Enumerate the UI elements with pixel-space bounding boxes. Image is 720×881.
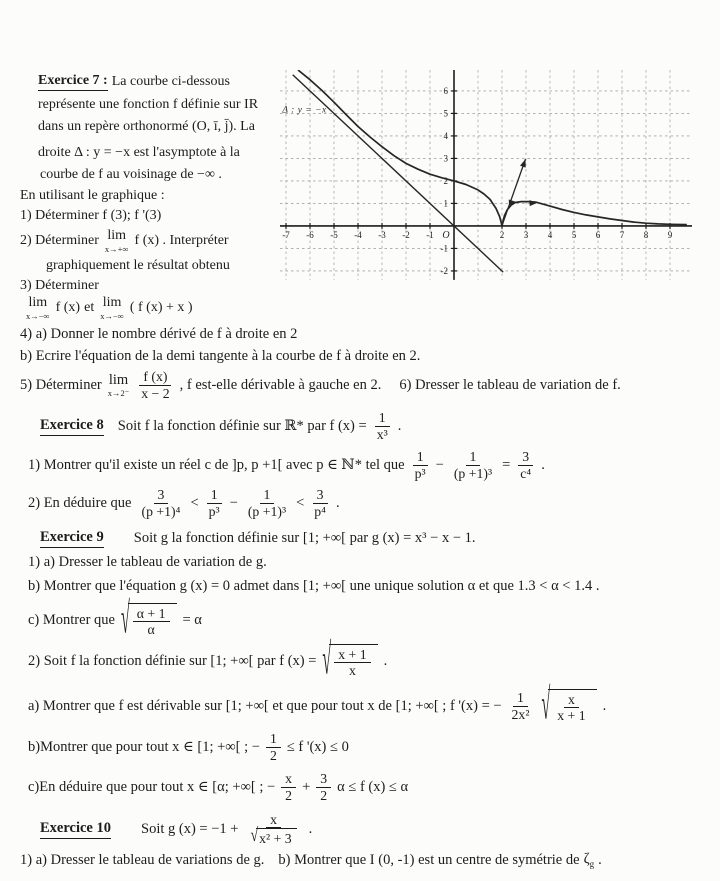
frac-den: x³ xyxy=(376,426,388,442)
frac-num: x + 1 xyxy=(334,647,370,663)
x-tick-label: 4 xyxy=(547,229,553,240)
text: . xyxy=(598,851,602,868)
lim-subscript: x→−∞ xyxy=(100,310,124,321)
text: , f est-elle dérivable à gauche en 2. xyxy=(179,376,382,393)
lim-word: lim xyxy=(102,294,122,310)
frac-num: 3 xyxy=(154,487,169,503)
ex7-line-5 xyxy=(40,165,222,185)
zeta-subscript: g xyxy=(589,858,595,869)
ex9-heading: Exercice 9 xyxy=(40,529,104,548)
frac-num: 1 xyxy=(413,449,428,465)
text: 1) a) Dresser le tableau de variations de g. xyxy=(20,851,265,868)
delta-asymptote-line xyxy=(293,75,504,272)
ex7-title-line xyxy=(38,72,230,92)
half-tangent-arrowhead xyxy=(520,158,528,168)
frac-den: 2 xyxy=(320,787,328,803)
operator: − xyxy=(435,456,444,473)
operator: − xyxy=(229,494,238,511)
text: b) Ecrire l'équation de la demi tangente à la courbe de f à droite en 2. xyxy=(20,347,421,364)
frac-den: p³ xyxy=(414,465,426,481)
y-tick-label: 6 xyxy=(443,85,448,96)
radicand xyxy=(329,644,377,679)
ex7-heading: Exercice 7 : xyxy=(38,73,108,91)
radicand: x² + 3 xyxy=(256,828,297,846)
lim-word: lim xyxy=(107,227,127,243)
text: 2) Déterminer xyxy=(20,233,99,248)
text: . xyxy=(308,820,313,837)
frac-den: x xyxy=(348,663,356,678)
text: 1) a) Dresser le tableau de variation de g. xyxy=(28,553,267,570)
text: Soit f la fonction définie sur ℝ* par f (x) = xyxy=(117,417,367,434)
lim-word: lim xyxy=(28,294,48,310)
frac-den: α xyxy=(147,622,155,637)
frac-num: 1 xyxy=(513,690,528,706)
frac-den: 2 xyxy=(285,787,293,803)
x-tick-label: -6 xyxy=(306,229,314,240)
fraction xyxy=(137,369,173,401)
radical-sign: √ xyxy=(250,826,259,847)
ex9-item-1a xyxy=(28,551,267,573)
zeta: ζ xyxy=(583,851,590,868)
frac-num: 3 xyxy=(313,487,328,503)
frac-den: (p +1)³ xyxy=(247,503,287,519)
text: b) Montrer que I (0, -1) est un centre de symétrie de xyxy=(278,851,580,868)
text: b)Montrer que pour tout x ∈ [1; +∞[ ; − xyxy=(28,738,260,755)
text: c)En déduire que pour tout x ∈ [α; +∞[ ; − xyxy=(28,778,276,795)
x-tick-label: -5 xyxy=(330,229,338,240)
ex9-item-1b xyxy=(28,574,599,598)
frac-den: p³ xyxy=(208,503,220,519)
text: 2) Soit f la fonction définie sur [1; +∞[ par f (x) = xyxy=(28,652,317,669)
square-root xyxy=(250,828,296,846)
frac-num: x xyxy=(564,692,579,708)
text: représente une fonction f définie sur IR xyxy=(38,97,259,112)
fraction xyxy=(266,731,281,763)
text: dans un repère orthonormé (O, ī, j̄). La xyxy=(38,119,255,134)
x-tick-label: 5 xyxy=(571,229,577,240)
fraction xyxy=(411,449,430,481)
fraction xyxy=(334,647,370,679)
frac-den: (p +1)⁴ xyxy=(141,503,181,519)
function-graph xyxy=(280,70,692,280)
fraction xyxy=(244,487,290,519)
ex9-item-2b xyxy=(28,726,349,768)
limit-notation xyxy=(26,296,50,321)
frac-den: x − 2 xyxy=(141,385,170,401)
operator: = xyxy=(502,456,511,473)
y-tick-label: 3 xyxy=(443,153,448,164)
text: ≤ f '(x) ≤ 0 xyxy=(286,738,349,755)
x-tick-label: 3 xyxy=(523,229,529,240)
square-root xyxy=(322,637,377,685)
text: b) Montrer que l'équation g (x) = 0 admet dans [1; +∞[ une unique solution α et que 1.3 < α < 1.4 . xyxy=(28,577,600,594)
y-tick-label: 1 xyxy=(443,198,448,209)
text: 1) Déterminer f (3); f '(3) xyxy=(20,208,162,223)
frac-den: p⁴ xyxy=(314,503,326,519)
fraction xyxy=(244,812,302,847)
square-root xyxy=(120,596,177,644)
frac-num: 3 xyxy=(316,771,331,787)
operator: + xyxy=(302,778,311,795)
text: . xyxy=(383,652,388,669)
ex9-item-1c xyxy=(28,596,202,644)
frac-num: x xyxy=(281,771,296,787)
y-tick-label: 4 xyxy=(443,130,448,141)
x-tick-label: 6 xyxy=(595,229,601,240)
radical-sign: √ xyxy=(541,682,551,730)
square-root xyxy=(541,682,596,730)
ex8-item-2 xyxy=(28,480,340,526)
curve-f-left xyxy=(298,70,502,226)
ex7-item-2 xyxy=(20,226,229,256)
text: . xyxy=(335,494,340,511)
fraction xyxy=(133,606,170,638)
text: f (x) xyxy=(55,300,81,315)
radical-sign: √ xyxy=(322,637,332,685)
text: a) Montrer que f est dérivable sur [1; +∞[ et que pour tout x de [1; +∞[ ; f '(x) = − xyxy=(28,697,502,714)
frac-den: c⁴ xyxy=(520,465,532,481)
fraction xyxy=(553,692,589,724)
frac-num: 1 xyxy=(466,449,481,465)
x-tick-label: -7 xyxy=(282,229,290,240)
text: 4) a) Donner le nombre dérivé de f à droite en 2 xyxy=(20,325,298,342)
frac-den: 2x² xyxy=(511,706,530,722)
text: 1) Montrer qu'il existe un réel c de ]p, p +1[ avec p ∈ ℕ* tel que xyxy=(28,456,405,473)
ex8-heading: Exercice 8 xyxy=(40,417,104,436)
text: Soit g la fonction définie sur [1; +∞[ par g (x) = x³ − x − 1. xyxy=(133,529,476,546)
fraction xyxy=(373,410,392,442)
frac-num: 1 xyxy=(260,487,275,503)
fraction xyxy=(450,449,496,481)
ex7-line-2 xyxy=(38,95,258,115)
text: α ≤ f (x) ≤ α xyxy=(337,778,409,795)
ex7-line-4 xyxy=(38,143,240,163)
ex7-line-3 xyxy=(38,115,255,139)
fraction xyxy=(316,771,331,803)
limit-notation xyxy=(108,373,130,398)
operator: < xyxy=(190,494,199,511)
ex10-item-1 xyxy=(20,849,602,871)
text: . xyxy=(541,456,545,473)
ex7-item-3-limits xyxy=(24,292,193,324)
text: En utilisant le graphique : xyxy=(20,188,165,203)
ex7-item-1 xyxy=(20,206,161,226)
text: 5) Déterminer xyxy=(20,376,102,393)
frac-den xyxy=(244,828,302,846)
text: 2) En déduire que xyxy=(28,494,132,511)
text: = α xyxy=(182,611,202,628)
frac-num: x xyxy=(266,812,281,828)
fraction xyxy=(508,690,534,722)
y-tick-label: 2 xyxy=(443,175,448,186)
text: graphiquement le résultat obtenu xyxy=(46,258,230,273)
frac-num: 1 xyxy=(375,410,390,426)
text: . xyxy=(602,697,607,714)
lim-subscript: x→−∞ xyxy=(26,310,50,321)
curve-arrowhead xyxy=(529,200,537,206)
limit-notation xyxy=(105,229,129,254)
ex7-line-6 xyxy=(20,186,165,206)
radicand xyxy=(548,689,596,724)
ex7-title-rest: La courbe ci-dessous xyxy=(111,74,230,89)
ex9-title-line xyxy=(40,526,476,550)
ex10-title-line xyxy=(40,808,312,850)
x-tick-label: 7 xyxy=(619,229,625,240)
origin-label: O xyxy=(442,229,450,241)
frac-den: 2 xyxy=(269,747,277,763)
y-tick-label: -2 xyxy=(440,265,448,276)
fraction xyxy=(205,487,224,519)
text: et xyxy=(84,300,95,315)
half-tangent-line xyxy=(502,159,526,225)
text: ( f (x) + x ) xyxy=(129,300,193,315)
limit-notation xyxy=(100,296,124,321)
lim-subscript: x→+∞ xyxy=(104,243,129,254)
ex9-item-2c xyxy=(28,766,408,808)
text: 3) Déterminer xyxy=(20,278,99,293)
x-tick-label: -3 xyxy=(378,229,386,240)
q5-line xyxy=(20,362,621,408)
frac-den: x + 1 xyxy=(557,708,586,723)
ex9-item-2 xyxy=(28,638,387,684)
x-tick-label: -2 xyxy=(402,229,410,240)
radicand xyxy=(128,603,177,638)
ex9-item-2a xyxy=(28,683,606,729)
operator: < xyxy=(296,494,305,511)
frac-num: 1 xyxy=(207,487,222,503)
text: courbe de f au voisinage de −∞ . xyxy=(40,167,222,182)
text: c) Montrer que xyxy=(28,611,115,628)
x-tick-label: 2 xyxy=(499,229,505,240)
fraction xyxy=(281,771,296,803)
radical-sign: √ xyxy=(120,596,130,644)
fraction xyxy=(516,449,535,481)
frac-num: α + 1 xyxy=(133,606,170,622)
y-tick-label: 5 xyxy=(443,108,448,119)
frac-den: (p +1)³ xyxy=(453,465,493,481)
frac-num: 1 xyxy=(266,731,281,747)
x-tick-label: -4 xyxy=(354,229,362,240)
text: f (x) . Interpréter xyxy=(134,233,229,248)
lim-word: lim xyxy=(108,371,129,388)
delta-line-label: Δ : y = −x xyxy=(282,105,327,116)
lim-subscript: x→2⁻ xyxy=(107,388,130,398)
text: Soit g (x) = −1 + xyxy=(141,820,239,837)
frac-num: 3 xyxy=(518,449,533,465)
x-tick-label: 9 xyxy=(667,229,673,240)
x-tick-label: 8 xyxy=(643,229,649,240)
ex7-item-2-cont xyxy=(46,256,230,276)
fraction xyxy=(310,487,330,519)
x-tick-label: -1 xyxy=(426,229,434,240)
ex10-heading: Exercice 10 xyxy=(40,820,111,839)
text: 6) Dresser le tableau de variation de f. xyxy=(399,376,621,393)
y-tick-label: -1 xyxy=(440,243,448,254)
text: droite Δ : y = −x est l'asymptote à la xyxy=(38,145,240,160)
text: . xyxy=(397,417,402,434)
frac-num: f (x) xyxy=(139,369,171,385)
q4a-line xyxy=(20,323,297,345)
curve-symbol xyxy=(584,851,595,869)
fraction xyxy=(137,487,184,519)
